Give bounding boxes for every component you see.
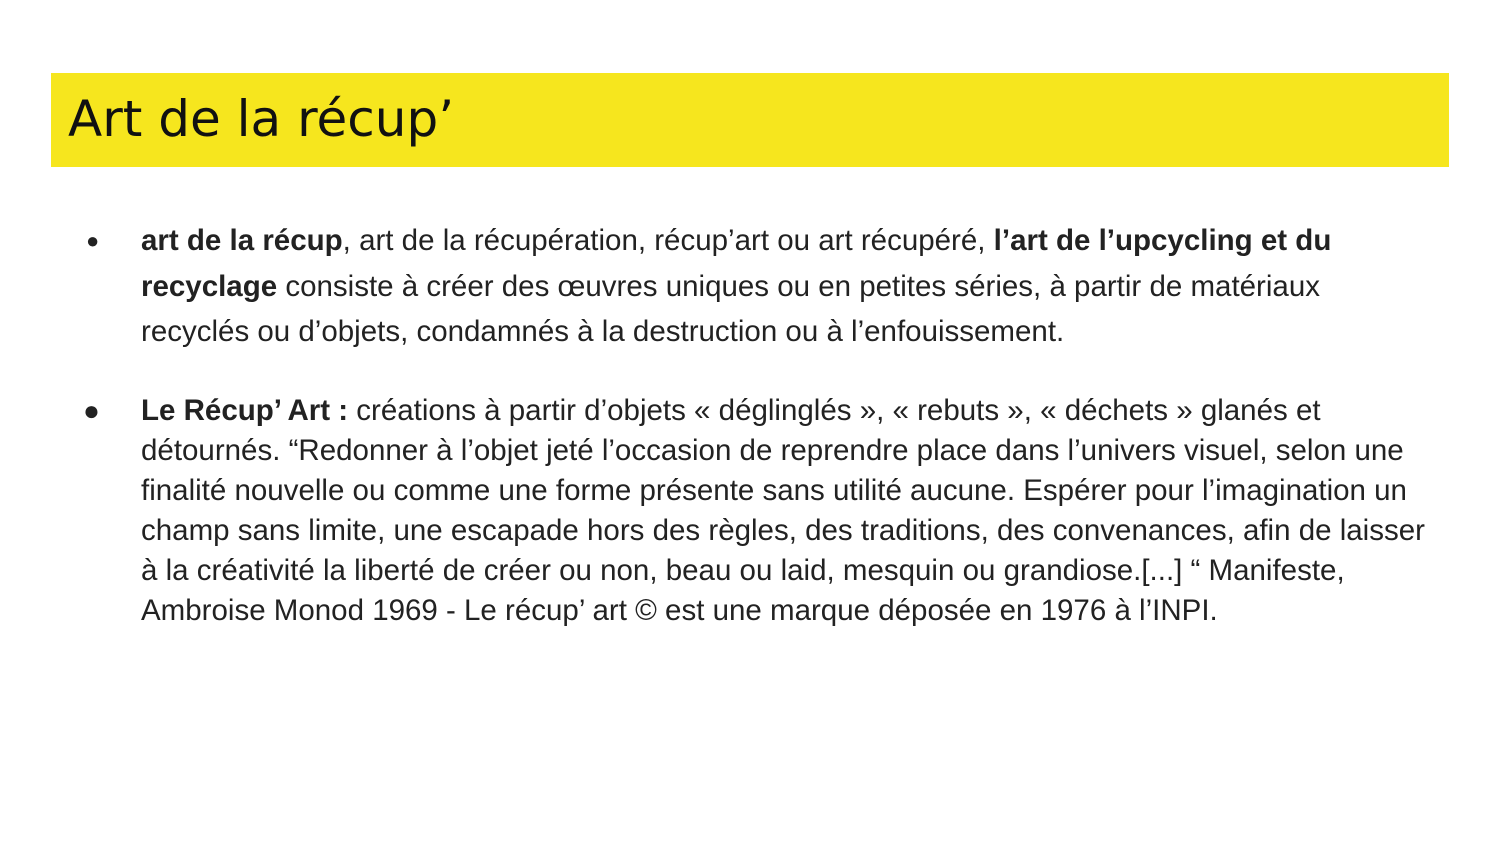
bold-term: Le Récup’ Art : bbox=[141, 394, 349, 427]
bullet-item-2 bbox=[141, 391, 1431, 631]
title-banner bbox=[51, 73, 1449, 167]
bold-term: art de la récup bbox=[141, 224, 343, 257]
body-text: , art de la récupération, récup’art ou art récupéré, bbox=[342, 224, 994, 257]
bold-term: l’art de l’upcycling et du recyclage bbox=[141, 224, 1332, 303]
bullet-item-1 bbox=[141, 218, 1431, 355]
bullet-marker: ● bbox=[86, 228, 100, 253]
body-text: consiste à créer des œuvres uniques ou en petites séries, à partir de matériaux recyclés ou d’objets, condamnés à la destruction ou à l’enfouissement. bbox=[141, 269, 1320, 348]
bullet-marker: ● bbox=[83, 395, 100, 426]
slide-title: Art de la récup’ bbox=[68, 90, 455, 148]
body-text: créations à partir d’objets « déglinglés », « rebuts », « déchets » glanés et détournés. “Redonner à l’objet jeté l’occasion de reprendre place dans l’univers visuel, selon une finalité nouvelle ou comme une forme présente sans utilité aucune. Espérer pour l’imagination un champ sans limite, une escapade hors des règles, des traditions, des convenances, afin de laisser à la créativité la liberté de créer ou non, beau ou laid, mesquin ou grandiose.[...] “ Manifeste, Ambroise Monod 1969 - Le récup’ art © est une marque déposée en 1976 à l’INPI. bbox=[141, 394, 1425, 627]
